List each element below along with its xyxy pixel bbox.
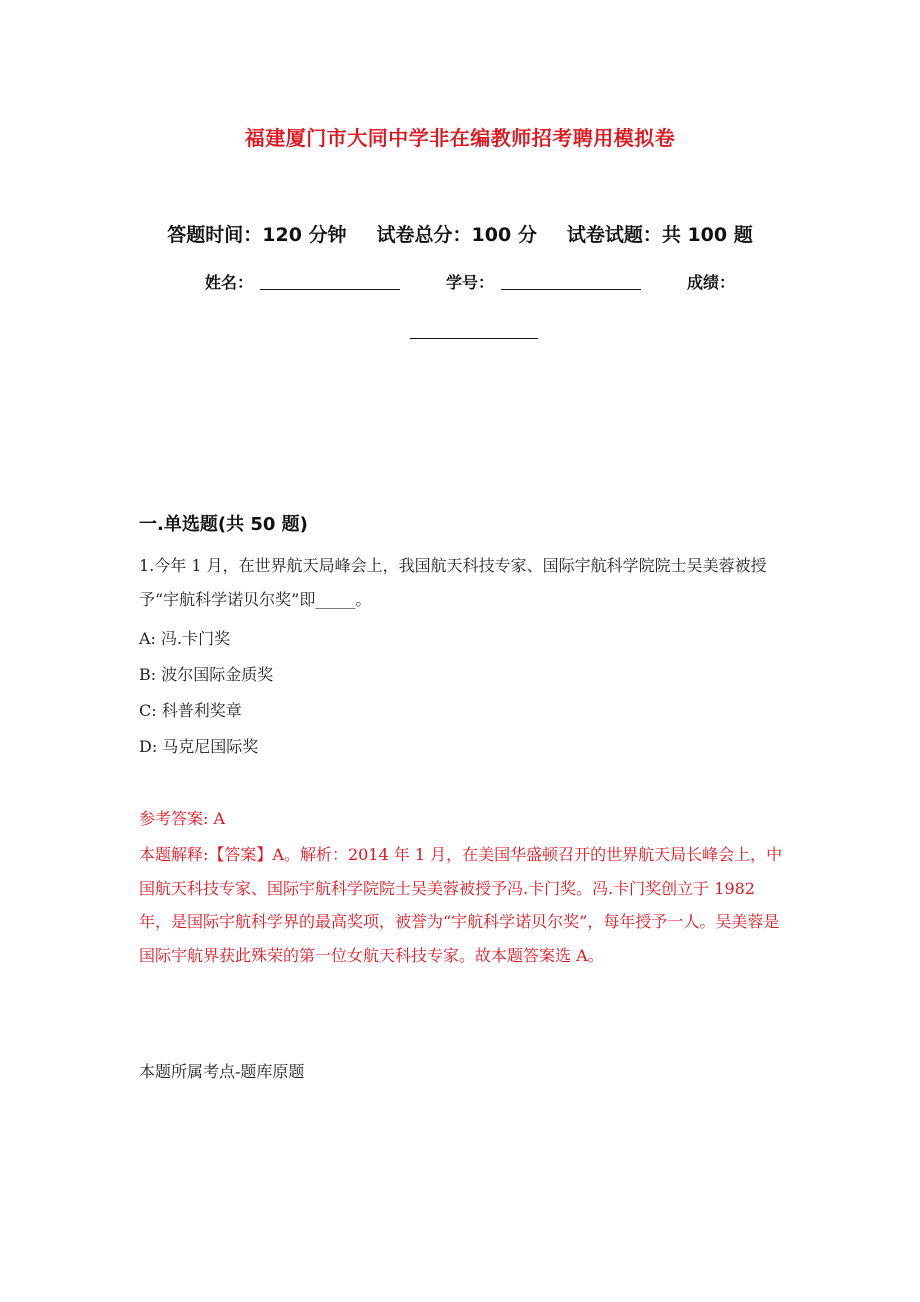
option-a: A: 冯.卡门奖 — [139, 629, 231, 648]
option-d: D: 马克尼国际奖 — [139, 737, 259, 756]
option-b: B: 波尔国际金质奖 — [139, 665, 274, 684]
exam-time: 答题时间：120 分钟 — [167, 224, 347, 246]
question-source-note: 本题所属考点-题库原题 — [139, 1062, 305, 1081]
reference-answer: 参考答案: A — [139, 809, 226, 828]
score-label: 成绩： — [687, 273, 736, 292]
exam-meta — [0, 220, 920, 247]
name-field[interactable] — [260, 289, 400, 290]
id-label: 学号： — [446, 273, 495, 292]
exam-total-questions: 试卷试题：共 100 题 — [566, 224, 753, 246]
section-title: 一.单选题(共 50 题) — [139, 514, 308, 535]
score-field[interactable] — [410, 338, 538, 339]
option-c: C: 科普利奖章 — [139, 701, 242, 720]
exam-total-score: 试卷总分：100 分 — [376, 224, 537, 246]
id-field[interactable] — [501, 289, 641, 290]
name-label: 姓名： — [205, 273, 254, 292]
question-text: 1.今年 1 月，在世界航天局峰会上，我国航天科技专家、国际宇航科学院院士吴美蓉被授予“宇航科学诺贝尔奖”即_____。 — [139, 556, 767, 609]
exam-title: 福建厦门市大同中学非在编教师招考聘用模拟卷 — [244, 126, 676, 150]
answer-explanation: 本题解释:【答案】A。解析：2014 年 1 月，在美国华盛顿召开的世界航天局长峰会上，中国航天科技专家、国际宇航科学院院士吴美蓉被授予冯.卡门奖。冯.卡门奖创立于 1982 年，是国际宇航科学界的最高奖项，被誉为“宇航科学诺贝尔奖”，每年授予一人。吴美蓉是国际宇航界获此殊荣的第一位女航天科技专家。故本题答案选 A。 — [139, 845, 783, 965]
